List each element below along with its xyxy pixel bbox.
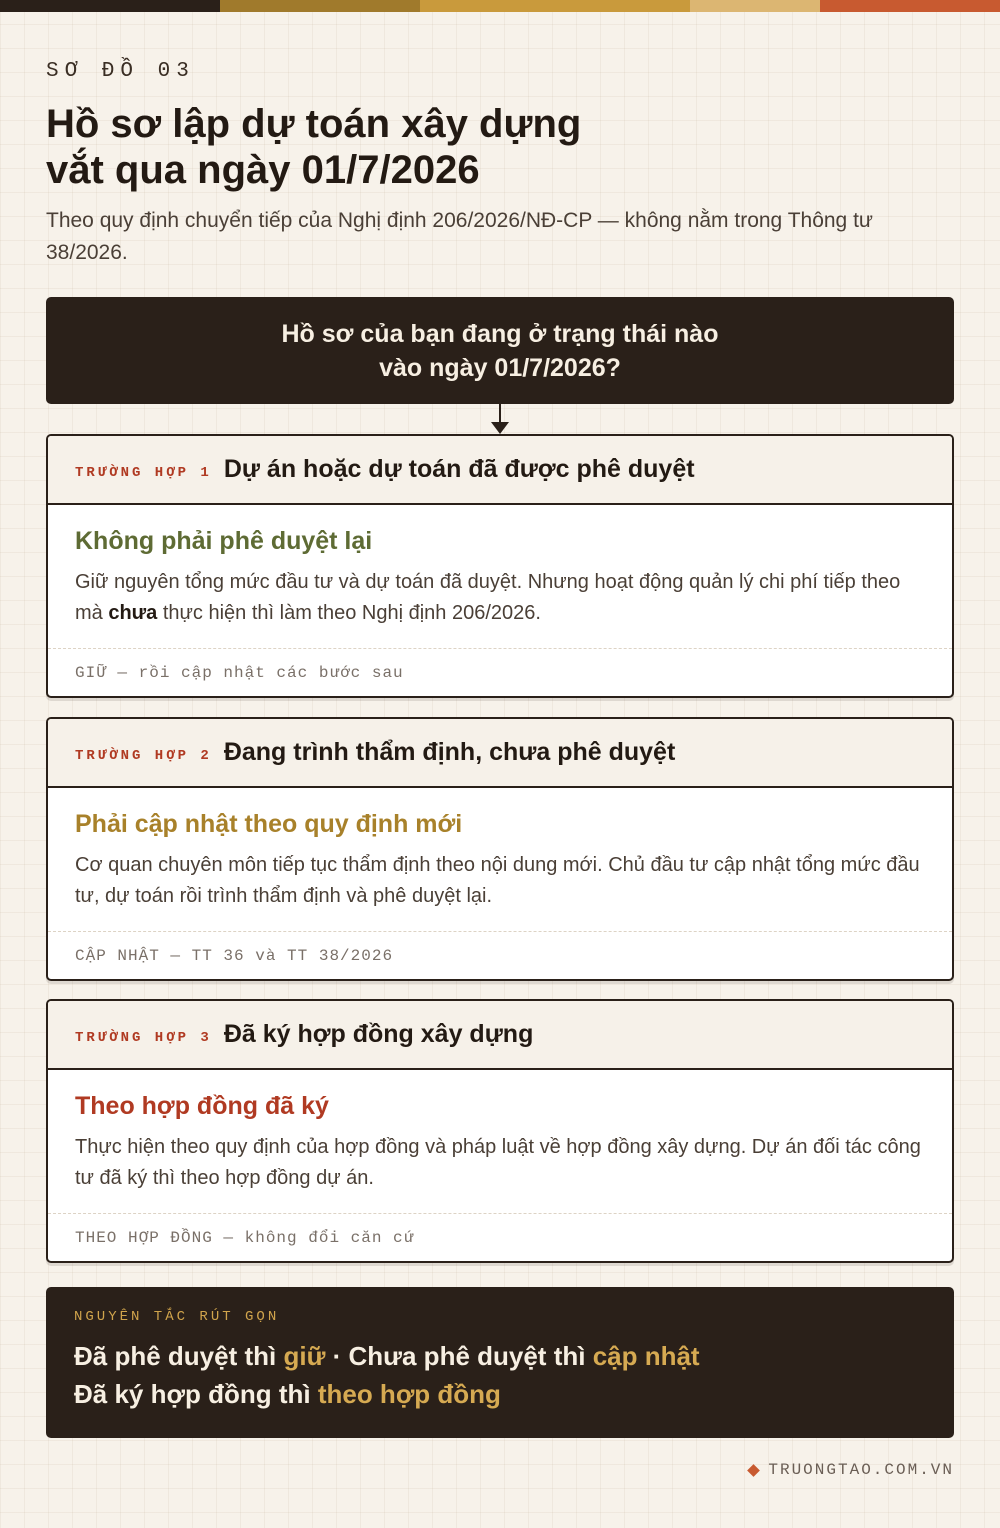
case-body	[48, 1070, 952, 1213]
case-footer: CẬP NHẬT — TT 36 và TT 38/2026	[48, 931, 952, 979]
case-description-text-end: thực hiện thì làm theo Nghị định 206/2026.	[157, 602, 541, 624]
summary-label: NGUYÊN TẮC RÚT GỌN	[74, 1309, 280, 1325]
arrow-down-icon	[491, 422, 509, 434]
top-color-stripe	[0, 0, 1000, 12]
case-name: Dự án hoặc dự toán đã được phê duyệt	[223, 455, 695, 483]
case-description: Thực hiện theo quy định của hợp đồng và pháp luật về hợp đồng xây dựng. Dự án đối tác công tư đã ký thì theo hợp đồng dự án.	[75, 1136, 921, 1189]
case-header	[48, 1001, 952, 1070]
stripe-segment-3	[420, 0, 690, 12]
case-result: Không phải phê duyệt lại	[75, 527, 373, 555]
case-body	[48, 505, 952, 648]
summary-text: Đã phê duyệt thì	[74, 1341, 284, 1371]
page-title-line-2: vắt qua ngày 01/7/2026	[46, 148, 480, 192]
stripe-segment-5	[820, 0, 1000, 12]
stripe-segment-2	[220, 0, 420, 12]
case-description-emphasis: chưa	[108, 602, 158, 624]
stripe-segment-4	[690, 0, 820, 12]
connector-line	[499, 404, 501, 424]
summary-highlight: giữ	[283, 1341, 326, 1371]
stripe-segment-1	[0, 0, 220, 12]
question-line-2: vào ngày 01/7/2026?	[379, 353, 621, 382]
summary-highlight: theo hợp đồng	[317, 1379, 501, 1409]
site-footer	[749, 1461, 954, 1479]
summary-text: Đã ký hợp đồng thì	[74, 1379, 318, 1409]
case-card-2	[46, 717, 954, 981]
case-description-text: Giữ nguyên tổng mức đầu tư và dự toán đã duyệt. Nhưng hoạt động quản lý chi phí tiếp theo mà	[75, 571, 901, 624]
case-body	[48, 788, 952, 931]
page-title-line-1: Hồ sơ lập dự toán xây dựng	[46, 102, 582, 146]
case-name: Đã ký hợp đồng xây dựng	[223, 1020, 534, 1048]
case-card-1	[46, 434, 954, 698]
case-footer: THEO HỢP ĐỒNG — không đổi căn cứ	[48, 1213, 952, 1261]
case-description: Cơ quan chuyên môn tiếp tục thẩm định theo nội dung mới. Chủ đầu tư cập nhật tổng mức đầu tư, dự toán rồi trình thẩm định và phê duyệt lại.	[75, 854, 920, 907]
case-card-3	[46, 999, 954, 1263]
question-box	[46, 297, 954, 404]
case-header	[48, 436, 952, 505]
case-result: Theo hợp đồng đã ký	[75, 1092, 329, 1120]
case-tag: TRƯỜNG HỢP 3	[75, 1029, 212, 1046]
summary-line-1	[74, 1337, 926, 1375]
diamond-icon	[748, 1464, 761, 1477]
case-header	[48, 719, 952, 788]
case-description	[75, 567, 925, 629]
page-title	[46, 101, 746, 193]
summary-text: · Chưa phê duyệt thì	[325, 1341, 593, 1371]
case-tag: TRƯỜNG HỢP 2	[75, 747, 212, 764]
summary-rule-box	[46, 1287, 954, 1438]
case-footer: GIỮ — rồi cập nhật các bước sau	[48, 648, 952, 696]
case-result: Phải cập nhật theo quy định mới	[75, 810, 463, 838]
page-subtitle: Theo quy định chuyển tiếp của Nghị định 206/2026/NĐ-CP — không nằm trong Thông tư 38/2026.	[46, 209, 873, 264]
summary-highlight: cập nhật	[592, 1341, 700, 1371]
question-line-1: Hồ sơ của bạn đang ở trạng thái nào	[281, 319, 719, 348]
case-name: Đang trình thẩm định, chưa phê duyệt	[223, 738, 676, 766]
case-tag: TRƯỜNG HỢP 1	[75, 464, 212, 481]
summary-line-2	[74, 1375, 926, 1413]
diagram-eyebrow: SƠ ĐỒ 03	[46, 60, 195, 83]
brand-link[interactable]: TRUONGTAO.COM.VN	[768, 1461, 954, 1479]
